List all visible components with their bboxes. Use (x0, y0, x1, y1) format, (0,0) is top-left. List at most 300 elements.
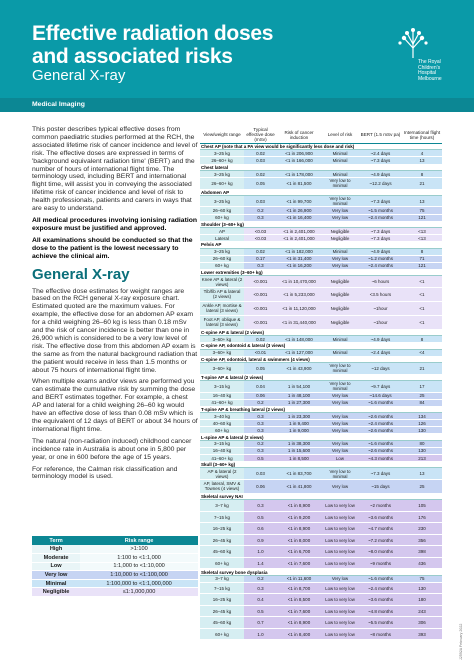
bert-cell: ~1hour (359, 301, 402, 315)
view-cell: 3–40 kg (200, 413, 244, 420)
section-title: T-spine AP & lateral (2 views) (200, 374, 442, 380)
table-row (200, 534, 442, 546)
dose-cell: 0.2 (244, 575, 277, 582)
bert-cell: ~2.4 months (359, 262, 402, 269)
flight-cell: 8 (402, 170, 442, 177)
view-cell: 3–25 kg (200, 248, 244, 255)
dose-cell: 0.4 (244, 594, 277, 606)
section-title: L-spine AP & lateral (2 views) (200, 434, 442, 440)
view-cell: 26–45 kg (200, 534, 244, 546)
view-cell: 3–15 kg (200, 381, 244, 393)
bert-cell: ~15 days (359, 479, 402, 493)
tree-icon (393, 28, 433, 60)
dose-cell: 0.7 (244, 617, 277, 629)
flight-cell: 71 (402, 255, 442, 262)
level-cell: Negligible (321, 287, 359, 301)
level-cell: Low to very low (321, 557, 359, 569)
bert-cell: ~1.6 months (359, 440, 402, 447)
risk-cell: <1 in 26,900 (277, 207, 321, 214)
flight-cell: 121 (402, 214, 442, 221)
flight-cell: <1 (402, 301, 442, 315)
level-cell: Negligible (321, 276, 359, 288)
risk-cell: <1 in 8,500 (277, 594, 321, 606)
risk-cell: <1 in 9,200 (277, 511, 321, 523)
bert-cell: ~3.6 months (359, 594, 402, 606)
level-cell: Very low (321, 255, 359, 262)
table-row (200, 150, 442, 157)
flight-cell: 130 (402, 447, 442, 454)
table-row (200, 427, 442, 434)
view-cell: Knee AP & lateral (2 views) (201, 276, 243, 287)
dose-cell: 0.3 (244, 420, 277, 427)
dose-cell: 0.5 (244, 605, 277, 617)
risk-cell: <1 in 81,500 (277, 178, 321, 190)
range-cell: 1:100,000 to <1:1,000,000 (80, 579, 198, 588)
bert-cell: ~6 hours (359, 276, 402, 288)
flight-cell: 75 (402, 575, 442, 582)
table-row (200, 399, 442, 406)
flight-cell: 398 (402, 546, 442, 558)
level-cell: Low (321, 454, 359, 461)
level-cell: Minimal (321, 349, 359, 356)
dose-cell: 0.02 (244, 170, 277, 177)
risk-cell: <1 in 2,401,000 (277, 235, 321, 242)
risk-cell: <1 in 8,900 (277, 500, 321, 512)
risk-cell: 1 in 9,400 (277, 420, 321, 427)
dose-cell: 1.0 (244, 628, 277, 640)
col-level: Level of risk (321, 126, 359, 144)
table-row (200, 557, 442, 569)
bert-cell: ~9.7 days (359, 381, 402, 393)
flight-cell: 25 (402, 479, 442, 493)
level-cell: Very low to minimal (321, 381, 359, 393)
flight-cell: 13 (402, 468, 442, 480)
risk-cell: <1 in 43,900 (277, 363, 321, 375)
flight-cell: 17 (402, 381, 442, 393)
section-title: Chest AP (note that a PA view would be significantly less dose and risk) (200, 144, 442, 150)
cumulative-risk-paragraph: When multiple exams and/or views are performed you can estimate the cumulative risk by summing the dose and BERT estimates together. For example, a chest AP and lateral for a child weighing 26–60 kg would have an effective dose of less than 0.08 mSv which is the equivalent of 12 days of BERT or about 34 hours of international flight time. (32, 378, 198, 433)
flight-cell: <1 (402, 315, 442, 329)
flight-cell: 306 (402, 617, 442, 629)
header (0, 0, 474, 98)
flight-cell: 180 (402, 594, 442, 606)
flight-cell: 393 (402, 628, 442, 640)
dose-cell: <0.001 (244, 301, 277, 315)
flight-cell: 213 (402, 454, 442, 461)
risk-cell: <1 in 8,900 (277, 617, 321, 629)
dose-cell: <0.001 (244, 287, 277, 301)
table-row (200, 255, 442, 262)
term-cell: Moderate (32, 554, 80, 563)
section-title: Skull (3–60+ kg) (200, 462, 442, 468)
view-cell: 60+ kg (200, 427, 244, 434)
flight-cell: 176 (402, 511, 442, 523)
risk-cell: 1 in 54,100 (277, 381, 321, 393)
table-row (200, 381, 442, 393)
table-row (200, 207, 442, 214)
dose-cell: 0.17 (244, 255, 277, 262)
table-row (200, 440, 442, 447)
table-row (200, 349, 442, 356)
view-cell: 16–40 kg (200, 447, 244, 454)
table-row (200, 594, 442, 606)
table-row (200, 413, 442, 420)
section-title: Skeletal survey bone dysplasia (200, 569, 442, 575)
dose-cell: 0.3 (244, 447, 277, 454)
level-cell: Very low (321, 479, 359, 493)
dose-cell: 0.2 (244, 399, 277, 406)
risk-cell: <1 in 31,400 (277, 255, 321, 262)
risk-cell: <1 in 41,800 (277, 479, 321, 493)
view-cell: 41–60+ kg (200, 399, 244, 406)
term-row (32, 588, 198, 597)
dose-cell: 0.9 (244, 534, 277, 546)
section-title: Lower extremities (3–60+ kg) (200, 269, 442, 275)
dose-cell: 1.4 (244, 557, 277, 569)
range-header: Risk range (80, 536, 198, 545)
view-cell: 16–25 kg (200, 594, 244, 606)
table-row (200, 605, 442, 617)
risk-cell: <1 in 148,000 (277, 336, 321, 343)
risk-cell: <1 in 206,900 (277, 150, 321, 157)
level-cell: Low to very low (321, 605, 359, 617)
dose-cell: <0.001 (244, 276, 277, 288)
level-cell: Negligible (321, 228, 359, 235)
risk-cell: 1 in 23,300 (277, 413, 321, 420)
dose-cell: 0.3 (244, 262, 277, 269)
dose-cell: 0.05 (244, 178, 277, 190)
term-cell: Minimal (32, 579, 80, 588)
term-row (32, 562, 198, 571)
intro-column (32, 126, 198, 485)
flight-cell: 21 (402, 178, 442, 190)
table-row (200, 170, 442, 177)
bert-cell: ~2.4 months (359, 420, 402, 427)
dose-cell: 0.6 (244, 523, 277, 535)
bert-cell: ~2 months (359, 500, 402, 512)
view-cell: 16–40 kg (200, 392, 244, 399)
dose-cell: 1.0 (244, 546, 277, 558)
table-row (200, 262, 442, 269)
table-row (200, 301, 442, 315)
level-cell: Very low (321, 413, 359, 420)
bert-cell: ~2.4 months (359, 214, 402, 221)
table-row (200, 468, 442, 480)
bert-cell: ~2.4 days (359, 349, 402, 356)
risk-cell: <1 in 11,600 (277, 575, 321, 582)
logo-text: The Royal Children's Hospital Melbourne (418, 59, 442, 82)
risk-cell: <1 in 178,000 (277, 170, 321, 177)
bert-cell: ~4.7 months (359, 523, 402, 535)
bert-cell: ~7.3 days (359, 195, 402, 207)
section-title: C-spine AP & lateral (2 views) (200, 329, 442, 335)
bert-cell: ~5.5 months (359, 617, 402, 629)
view-cell: 26–60+ kg (200, 157, 244, 164)
view-cell: 60+ kg (200, 628, 244, 640)
view-cell: 3–15 kg (200, 440, 244, 447)
dose-cell: 0.02 (244, 248, 277, 255)
table-row (200, 582, 442, 594)
dose-cell: 0.03 (244, 157, 277, 164)
risk-cell: 1 in 9,000 (277, 427, 321, 434)
level-cell: Minimal (321, 150, 359, 157)
dose-cell: 0.3 (244, 427, 277, 434)
view-cell: 3–60+ kg (200, 336, 244, 343)
view-cell: 3–60+ kg (200, 363, 244, 375)
bert-cell: <3.5 hours (359, 287, 402, 301)
view-cell: 60+ kg (200, 262, 244, 269)
bert-cell: ~9 months (359, 557, 402, 569)
risk-cell: <1 in 2,401,000 (277, 228, 321, 235)
bert-cell: ~2.4 months (359, 582, 402, 594)
flight-cell: 121 (402, 262, 442, 269)
level-cell: Very low (321, 262, 359, 269)
bert-cell: ~3.6 months (359, 511, 402, 523)
bert-cell: ~7.3 days (359, 228, 402, 235)
flight-cell: <13 (402, 235, 442, 242)
bert-cell: ~2.6 months (359, 427, 402, 434)
table-row (200, 617, 442, 629)
risk-cell: <1 in 7,600 (277, 605, 321, 617)
section-title: Shoulder (3–60+ kg) (200, 221, 442, 227)
view-cell: Ankle AP, mortise & lateral (3 views) (200, 301, 244, 315)
intro-paragraph: This poster describes typical effective doses from common paediatric studies performed at the RCH, the associated lifetime risk of cancer incidence and level of risk. The effective doses are expressed in terms of 'background equivalent radiation time' (BERT) and the number of hours of international flight time. The terminology used, including BERT and international flight time, will assist you in conveying the associated lifetime risk of cancer incidence and level of risk to health professionals, patients and carers in ways that are easy to understand. (32, 126, 198, 213)
table-row (200, 195, 442, 207)
bert-cell: ~7.2 months (359, 534, 402, 546)
flight-cell: 243 (402, 605, 442, 617)
level-cell: Very low (321, 575, 359, 582)
range-cell: 1:1,000 to <1:10,000 (80, 562, 198, 571)
risk-cell: <1 in 5,233,000 (277, 287, 321, 301)
intro-lowest-dose: All examinations should be conducted so that the dose to the patient is the lowest necessary to achieve the clinical aim. (32, 236, 193, 260)
term-row (32, 579, 198, 588)
risk-cell: <1 in 7,600 (277, 557, 321, 569)
section-title: Pelvis AP (200, 242, 442, 248)
bert-cell: ~1.2 months (359, 255, 402, 262)
level-cell: Very low to minimal (321, 195, 359, 207)
view-cell: 60+ kg (200, 214, 244, 221)
level-cell: Very low to minimal (321, 363, 359, 375)
dose-cell: <0.001 (244, 315, 277, 329)
flight-cell: 130 (402, 582, 442, 594)
bert-cell: ~4.9 days (359, 248, 402, 255)
flight-cell: <1 (402, 276, 442, 288)
flight-cell: 8 (402, 336, 442, 343)
level-cell: Negligible (321, 301, 359, 315)
level-cell: Minimal (321, 170, 359, 177)
bert-cell: ~12 days (359, 363, 402, 375)
view-cell: 3–25 kg (200, 170, 244, 177)
section-title: Abdomen AP (200, 189, 442, 195)
dose-estimate-paragraph: The effective dose estimates for weight ranges are based on the RCH general X-ray exposure chart. Estimated quoted are the maximum values. For example, the effective dose for an abdomen AP exam for a child weighing 26–60 kg is less than 0.18 mSv and the risk of cancer incidence is better than one in 26,900 which is considered to be a very low level of risk. The effective dose from this abdomen AP exam is the same as from the natural background radiation that the patient would receive in less than 1.5 months or about 75 hours of international flight time. (32, 287, 198, 374)
term-row (32, 571, 198, 580)
view-cell: 41–60+ kg (200, 454, 244, 461)
level-cell: Low to very low (321, 628, 359, 640)
view-cell: 60+ kg (200, 557, 244, 569)
col-dose: Typical effective dose (mSv) (244, 126, 277, 144)
table-row (200, 479, 442, 493)
dose-table-container (200, 126, 442, 640)
dose-cell: 0.2 (244, 207, 277, 214)
level-cell: Very low to minimal (321, 468, 359, 480)
table-row (200, 511, 442, 523)
col-view: View/weight range (200, 126, 244, 144)
risk-cell: 1 in 15,600 (277, 447, 321, 454)
view-cell: 7–15 kg (200, 582, 244, 594)
flight-cell: 356 (402, 534, 442, 546)
bert-cell: ~4.9 days (359, 170, 402, 177)
calman-paragraph: For reference, the Calman risk classification and terminology model is used. (32, 465, 178, 481)
table-row (200, 157, 442, 164)
bert-cell: ~14.6 days (359, 392, 402, 399)
dose-cell: 0.04 (244, 381, 277, 393)
section-title: Chest lateral (200, 164, 442, 170)
level-cell: Low to very low (321, 511, 359, 523)
view-cell: 3–7 kg (200, 500, 244, 512)
view-cell: Lateral (200, 235, 244, 242)
view-cell: 26–45 kg (200, 605, 244, 617)
view-cell: 3–25 kg (200, 195, 244, 207)
risk-cell: <1 in 83,700 (277, 468, 321, 480)
level-cell: Low to very low (321, 582, 359, 594)
range-cell: 1:100 to <1:1,000 (80, 554, 198, 563)
level-cell: Minimal (321, 336, 359, 343)
section-title: T-spine AP & breathing lateral (2 views) (200, 406, 442, 412)
level-cell: Negligible (321, 235, 359, 242)
risk-cell: <1 in 8,400 (277, 628, 321, 640)
risk-cell: <1 in 6,700 (277, 546, 321, 558)
flight-cell: 25 (402, 392, 442, 399)
dose-cell: 0.5 (244, 454, 277, 461)
flight-cell: 134 (402, 413, 442, 420)
risk-cell: <1 in 31,440,000 (277, 315, 321, 329)
dose-table (200, 126, 442, 640)
dose-cell: 0.3 (244, 500, 277, 512)
view-cell: 45–60 kg (200, 617, 244, 629)
view-cell: AP & lateral (2 views) (200, 468, 244, 480)
table-row (200, 447, 442, 454)
level-cell: Low to very low (321, 546, 359, 558)
level-cell: Very low (321, 427, 359, 434)
level-cell: Low to very low (321, 500, 359, 512)
col-risk: Risk of cancer induction (277, 126, 321, 144)
bert-cell: ~7.3 days (359, 235, 402, 242)
table-row (200, 214, 442, 221)
risk-cell: <1 in 99,700 (277, 195, 321, 207)
bert-cell: ~8.0 months (359, 546, 402, 558)
footer-code: J2592A February 2022 (459, 623, 463, 660)
level-cell: Minimal (321, 248, 359, 255)
table-row (200, 523, 442, 535)
title-line-1: Effective radiation doses (32, 22, 274, 45)
flight-cell: 436 (402, 557, 442, 569)
range-cell: >1:100 (80, 545, 198, 554)
dose-cell: 0.06 (244, 392, 277, 399)
bert-cell: ~2.6 months (359, 447, 402, 454)
bert-cell: ~2.6 months (359, 413, 402, 420)
section-title: C-spine AP, odontoid, lateral & swimmers (4 views) (200, 356, 442, 362)
table-row (200, 392, 442, 399)
dose-cell: 0.05 (244, 363, 277, 375)
level-cell: Low to very low (321, 523, 359, 535)
risk-cell: 1 in 48,100 (277, 392, 321, 399)
title-line-2: and associated risks (32, 45, 233, 68)
risk-cell: <1 in 16,200 (277, 262, 321, 269)
level-cell: Low to very low (321, 534, 359, 546)
level-cell: Very low (321, 440, 359, 447)
level-cell: Very low (321, 392, 359, 399)
bert-cell: ~4.8 months (359, 605, 402, 617)
bert-cell: ~2.4 days (359, 150, 402, 157)
view-cell: 3–60+ kg (200, 349, 244, 356)
range-cell: ≤1:1,000,000 (80, 588, 198, 597)
section-banner: Medical Imaging (0, 98, 474, 112)
view-cell: 26–60 kg (200, 255, 244, 262)
flight-cell: 21 (402, 363, 442, 375)
flight-cell: 75 (402, 207, 442, 214)
dose-cell: <0.01 (244, 349, 277, 356)
table-row (200, 500, 442, 512)
view-cell: 26–60+ kg (200, 178, 244, 190)
flight-cell: 4 (402, 150, 442, 157)
bert-cell: ~1hour (359, 315, 402, 329)
risk-cell: <1 in 8,900 (277, 523, 321, 535)
table-row (200, 420, 442, 427)
table-row (200, 628, 442, 640)
table-row (200, 336, 442, 343)
table-row (200, 363, 442, 375)
flight-cell: 230 (402, 523, 442, 535)
dose-cell: 0.2 (244, 440, 277, 447)
flight-cell: 130 (402, 427, 442, 434)
table-row (200, 228, 442, 235)
level-cell: Low to very low (321, 594, 359, 606)
term-row (32, 554, 198, 563)
bert-cell: ~4.9 days (359, 336, 402, 343)
risk-cell: <1 in 127,000 (277, 349, 321, 356)
dose-cell: 0.5 (244, 511, 277, 523)
page-title (32, 22, 273, 68)
risk-term-table (32, 536, 198, 597)
table-row (200, 235, 442, 242)
bert-cell: ~1.6 months (359, 575, 402, 582)
section-title: C-spine AP, odontoid & lateral (3 views) (200, 343, 442, 349)
dose-cell: 0.3 (244, 413, 277, 420)
risk-cell: <1 in 166,000 (277, 157, 321, 164)
level-cell: Very low (321, 447, 359, 454)
bert-cell: ~7.3 days (359, 468, 402, 480)
table-row (200, 276, 442, 288)
term-header: Term (32, 536, 80, 545)
flight-cell: <1 (402, 287, 442, 301)
col-bert: BERT (1.5 mSv pa) (359, 126, 402, 144)
dose-cell: 0.02 (244, 150, 277, 157)
view-cell: AP, lateral, SMV & Townes (4 views) (200, 479, 244, 493)
flight-cell: 8 (402, 248, 442, 255)
risk-cell: 1 in 8,500 (277, 454, 321, 461)
view-cell: 26–60 kg (200, 207, 244, 214)
dose-cell: <0.03 (244, 235, 277, 242)
dose-cell: 0.03 (244, 195, 277, 207)
table-row (200, 454, 442, 461)
term-cell: Very low (32, 571, 80, 580)
level-cell: Low to very low (321, 617, 359, 629)
level-cell: Very low to minimal (321, 178, 359, 190)
dose-cell: 0.06 (244, 479, 277, 493)
flight-cell: 13 (402, 157, 442, 164)
flight-cell: 105 (402, 500, 442, 512)
term-cell: Negligible (32, 588, 80, 597)
